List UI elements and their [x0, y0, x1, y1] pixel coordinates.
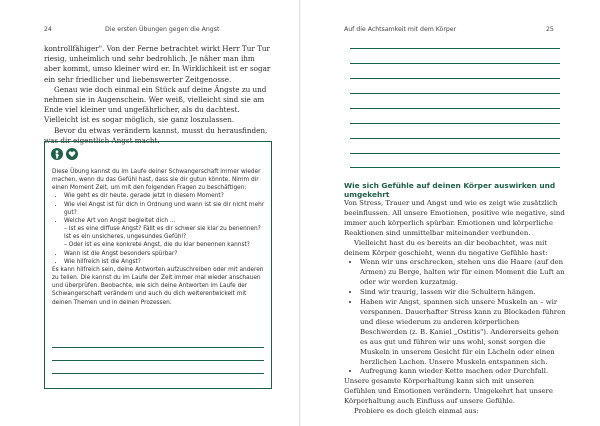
writing-line	[350, 63, 560, 64]
right-paragraph: Probiere es doch gleich einmal aus:	[354, 407, 479, 416]
writing-line	[350, 78, 560, 79]
right-page	[300, 0, 600, 426]
right-paragraph: Unsere gesamte Körperhaltung kann sich mit unseren Gefühlen und Emotionen verändern. Umgekehrt hat unsere Körperhaltung auch Einfluss auf unsere Gefühle.	[344, 377, 553, 406]
writing-line	[350, 167, 560, 168]
writing-line	[350, 108, 560, 109]
writing-line	[52, 373, 264, 374]
right-running-title: Auf die Achtsamkeit mit dem Körper	[344, 26, 457, 33]
body-reaction-list	[344, 258, 566, 377]
exercise-question: • Wie hilfreich ist die Angst?	[64, 258, 266, 266]
left-paragraph: Bevor du etwas verändern kannst, musst du herausfinden, was dir eigentlich Angst macht.	[44, 125, 268, 145]
reaction-item: • Wenn wir uns erschrecken, stehen uns die Haare (auf den Armen) zu Berge, halten wir für einen Moment die Luft an oder wir werden kurzatmig.	[360, 258, 566, 288]
pregnancy-icon	[51, 148, 63, 160]
exercise-question: • Wie geht es dir heute, gerade jetzt in diesem Moment?	[64, 192, 266, 200]
reaction-item: • Sind wir traurig, lassen wir die Schultern hängen.	[360, 288, 566, 298]
exercise-box	[44, 141, 272, 389]
exercise-box-icons	[51, 148, 78, 160]
reaction-item: • Aufregung kann wieder Kette machen oder Durchfall.	[360, 367, 566, 377]
exercise-subquestion: – Ist es eine diffuse Angst? Fällt es dir schwer sie klar zu benennen? Ist es ein unsicheres, ungesundes Gefühl?	[64, 225, 266, 241]
exercise-subquestion-list	[52, 225, 266, 249]
right-paragraph: Vielleicht hast du es bereits an dir beobachtet, was mit deinem Körper geschieht, wenn du negative Gefühle hast:	[344, 238, 548, 257]
section-heading: Wie sich Gefühle auf deinen Körper auswirken und umgekehrt	[344, 181, 556, 199]
exercise-question: • Wann ist die Angst besonders spürbar?	[64, 250, 266, 258]
exercise-question: • Wie viel Angst ist für dich in Ordnung und wann ist sie dir nicht mehr gut?	[64, 201, 266, 217]
heart-icon	[66, 148, 78, 160]
reaction-item: • Haben wir Angst, spannen sich unsere Muskeln an – wir verspannen. Dauerhafter Stress kann zu Blockaden führen und diese wiederum zu anderen körperlichen Beschwerden (z. B. Kaniel „Ostitis"). Andererseits gehen es aus gut und führen wir uns wohl, sonst sorgen die Muskeln in unserem Gesicht für ein Lächeln oder einen herzlichen Lachen. Unsere Muskeln entspannen sich.	[360, 298, 566, 367]
right-page-number: 25	[546, 26, 554, 33]
writing-line	[350, 123, 560, 124]
exercise-question-list	[52, 192, 266, 225]
writing-line	[350, 48, 560, 49]
right-paragraph: Von Stress, Trauer und Angst und wie es zeigt wie zusätzlich beeinflussen. All unsere Emotionen, positive wie negative, sind immer auch körperlich spürbar. Emotionen und körperliche Reaktionen sind unmittelbar miteinander verbunden.	[344, 199, 565, 237]
left-paragraph: kontrollfähiger". Von der Ferne betrachtet wirkt Herr Tur Tur riesig, unheimlich und sehr bedrohlich. Je näher man ihm aber kommt, umso kleiner wird er. In Wirklichkeit ist er sogar ein sehr friedlicher und liebenswerter Zeitgenosse.	[44, 44, 271, 84]
exercise-box-text	[52, 168, 266, 307]
writing-line	[350, 138, 560, 139]
writing-line	[350, 153, 560, 154]
exercise-question-list-2	[52, 250, 266, 266]
left-body-text	[44, 44, 272, 146]
exercise-outro: Es kann hilfreich sein, deine Antworten aufzuschreiben oder mit anderen zu teilen. Die kannst du im Laufe der Zeit immer mal wieder anschauen und überprüfen. Beobachte, wie sich deine Antworten im Laufe der Schwangerschaft verändern und auch du dich weiterentwickelt mit deinen Themen und in deinen Prozessen.	[52, 266, 264, 306]
exercise-intro: Diese Übung kannst du im Laufe deiner Schwangerschaft immer wieder machen, wenn du das Gefühl hast, dass sie dir gutun könnte. Nimm dir einen Moment Zeit, um mit den folgenden Fragen zu beschäftigen:	[52, 169, 261, 192]
writing-line	[350, 93, 560, 94]
right-body-text	[344, 199, 566, 417]
left-paragraph: Genau wie doch einmal ein Stück auf deine Ängste zu und nehmen sie in Augenschein. Wer weiß, vielleicht sind sie am Ende viel kleiner und ungefährlicher, als du dachtest. Vielleicht ist es sogar möglich, sie ganz loszulassen.	[44, 84, 267, 125]
left-page-number: 24	[44, 26, 52, 33]
writing-line	[52, 347, 264, 348]
exercise-question: • Welche Art von Angst begleitet dich …	[64, 217, 266, 225]
exercise-subquestion: – Oder ist es eine konkrete Angst, die du klar benennen kannst?	[64, 241, 266, 249]
writing-line	[52, 360, 264, 361]
left-running-title: Die ersten Übungen gegen die Angst	[105, 26, 220, 33]
